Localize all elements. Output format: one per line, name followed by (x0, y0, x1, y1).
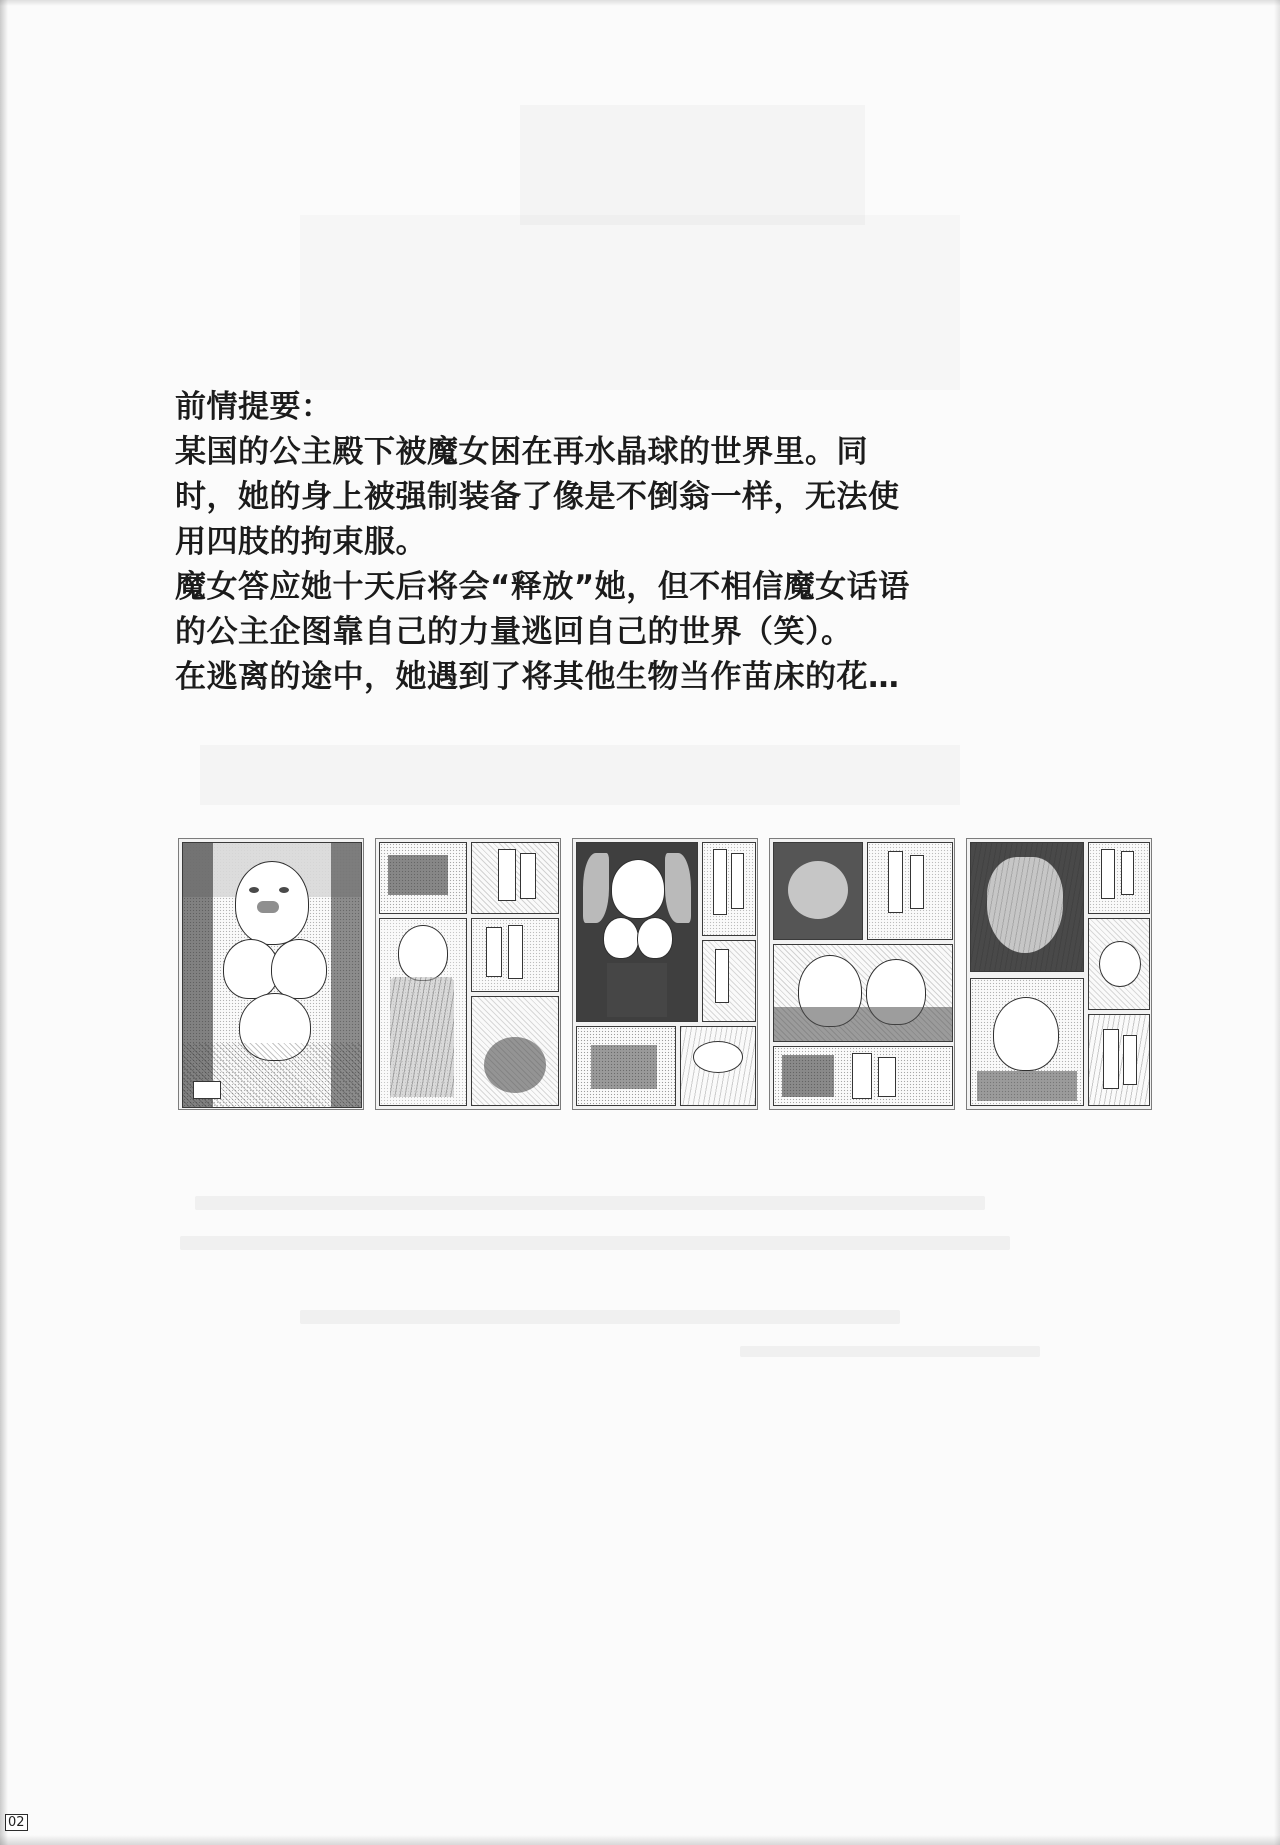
page-number: 02 (5, 1814, 28, 1831)
thumbnail-artwork (376, 839, 560, 1109)
bleed-artifact-top (520, 105, 865, 225)
thumbnail-artwork (770, 839, 954, 1109)
thumbnail-artwork (967, 839, 1151, 1109)
synopsis-line: 在逃离的途中，她遇到了将其他生物当作苗床的花… (175, 659, 900, 695)
scan-edge-top (0, 0, 1280, 6)
bleed-text-line (740, 1346, 1040, 1357)
synopsis-block (175, 385, 1155, 700)
scan-edge-left (0, 0, 8, 1845)
thumbnail-page-3 (572, 838, 758, 1110)
synopsis-line: 时，她的身上被强制装备了像是不倒翁一样，无法使 (175, 479, 900, 515)
thumbnail-page-5 (966, 838, 1152, 1110)
bleed-text-line (195, 1196, 985, 1210)
synopsis-line: 的公主企图靠自己的力量逃回自己的世界（笑）。 (175, 614, 853, 650)
synopsis-line: 某国的公主殿下被魔女困在再水晶球的世界里。同 (175, 434, 868, 470)
scan-edge-bottom (0, 1835, 1280, 1845)
synopsis-line: 魔女答应她十天后将会“释放”她，但不相信魔女话语 (175, 569, 910, 605)
thumbnail-page-2 (375, 838, 561, 1110)
bleed-artifact-mid (200, 745, 960, 805)
thumbnail-strip (178, 838, 1152, 1110)
bleed-artifact-upper (300, 215, 960, 390)
bleed-text-line (300, 1310, 900, 1324)
synopsis-line: 用四肢的拘束服。 (175, 524, 427, 560)
scan-edge-right (1274, 0, 1280, 1845)
synopsis-heading: 前情提要： (175, 389, 333, 425)
thumbnail-page-1 (178, 838, 364, 1110)
bleed-text-line (180, 1236, 1010, 1250)
thumbnail-artwork (573, 839, 757, 1109)
thumbnail-artwork (179, 839, 363, 1109)
thumbnail-page-4 (769, 838, 955, 1110)
